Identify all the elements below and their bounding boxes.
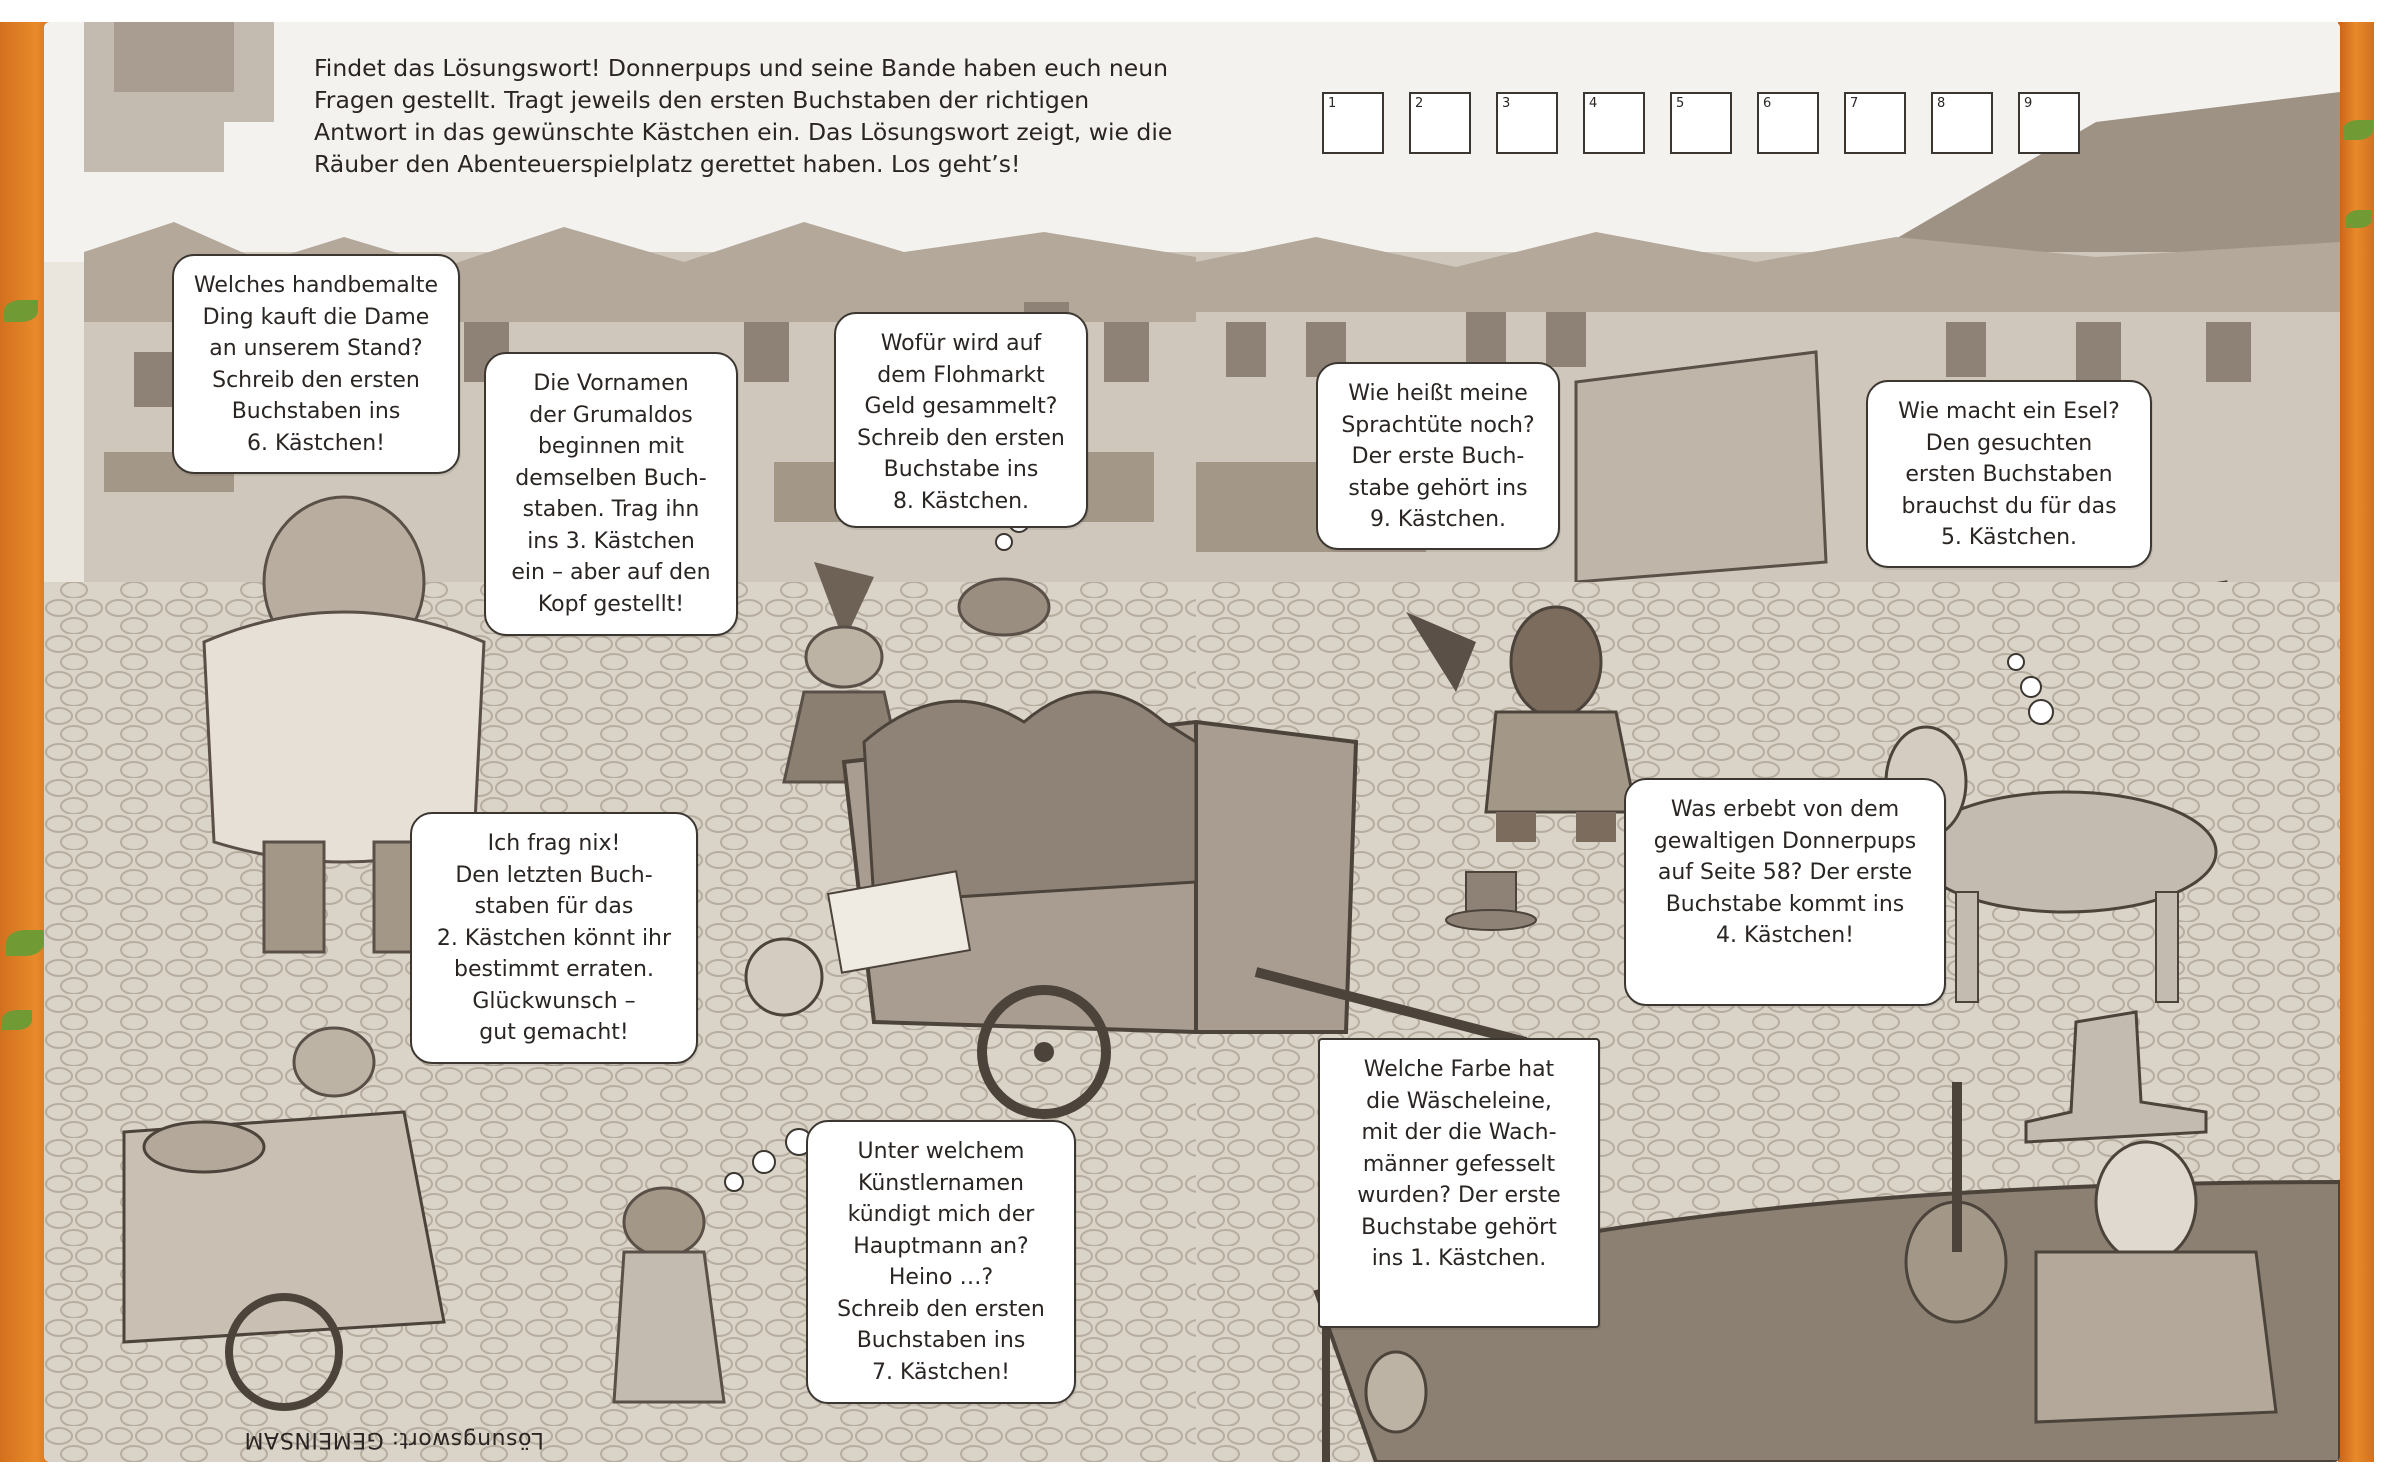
bubble-line: ein – aber auf den <box>511 560 711 585</box>
left-page <box>44 22 1196 1462</box>
book-cover-right <box>2338 22 2374 1462</box>
bubble-line: staben für das <box>474 894 634 919</box>
sign-waescheleine <box>1318 1038 1600 1328</box>
bubble-line: mit der die Wach- <box>1361 1120 1557 1145</box>
bubble-line: Heino …? <box>888 1265 994 1290</box>
bubble-line: Wie heißt meine <box>1348 381 1528 406</box>
speech-bubble-flohmarkt <box>834 312 1088 528</box>
bubble-line: Buchstaben ins <box>231 399 401 424</box>
bubble-line: Welches handbemalte <box>193 273 439 298</box>
box-number: 8 <box>1937 96 1946 111</box>
speech-bubble-kuenstler <box>806 1120 1076 1404</box>
speech-bubble-nix <box>410 812 698 1064</box>
bubble-line: an unserem Stand? <box>209 336 423 361</box>
answer-box-5[interactable] <box>1670 92 1732 154</box>
bubble-line: bestimmt erraten. <box>454 957 654 982</box>
speech-bubble-sprachtuete <box>1316 362 1560 550</box>
bubble-line: 2. Kästchen könnt ihr <box>436 925 672 951</box>
bubble-line: gut gemacht! <box>479 1020 629 1045</box>
answer-box-7[interactable] <box>1844 92 1906 154</box>
bubble-line: demselben Buch- <box>515 465 707 491</box>
bubble-line: Kopf gestellt! <box>537 591 685 617</box>
instructions-text: Findet das Lösungswort! Donnerpups und seine Bande haben euch neun Fragen gestellt. Tragt jeweils den ersten Buchstaben der richtigen Antwort in das gewünschte Kästchen ein. Das Lösungswort zeigt, wie die Räuber den Abenteuerspielplatz gerettet haben. Los geht’s! <box>314 54 1173 178</box>
bubble-line: auf Seite 58? Der erste <box>1657 860 1913 885</box>
bubble-line: Den letzten Buch- <box>455 862 653 888</box>
bubble-line: männer gefesselt <box>1362 1151 1556 1177</box>
leaf-decoration <box>2343 120 2373 140</box>
bubble-line: beginnen mit <box>537 434 685 459</box>
bubble-line: Künstlernamen <box>858 1170 1024 1196</box>
leaf-decoration <box>2 1010 32 1030</box>
leaf-decoration <box>6 930 44 956</box>
box-number: 5 <box>1676 96 1685 111</box>
bubble-line: Geld gesammelt? <box>864 394 1058 419</box>
bubble-line: gewaltigen Donnerpups <box>1653 828 1917 854</box>
box-number: 6 <box>1763 96 1772 111</box>
bubble-line: ins 3. Kästchen <box>527 528 695 554</box>
bubble-line: 7. Kästchen! <box>872 1359 1010 1385</box>
solution-word-upside-down: Lösungswort: GEMEINSAM <box>244 1427 544 1452</box>
bubble-line: ins 1. Kästchen. <box>1371 1246 1547 1271</box>
bubble-line: Den gesuchten <box>1925 430 2093 456</box>
answer-box-8[interactable] <box>1931 92 1993 154</box>
bubble-line: der Grumaldos <box>529 402 693 428</box>
bubble-line: Schreib den ersten <box>837 1296 1045 1322</box>
bubble-line: Buchstabe kommt ins <box>1665 891 1905 917</box>
bubble-line: Ding kauft die Dame <box>202 304 430 330</box>
bubble-line: wurden? Der erste <box>1357 1183 1561 1208</box>
speech-bubble-grumaldos <box>484 352 738 636</box>
bubble-line: Glückwunsch – <box>472 988 636 1014</box>
leaf-decoration <box>2346 210 2372 228</box>
bubble-line: stabe gehört ins <box>1348 475 1528 501</box>
bubble-line: Wie macht ein Esel? <box>1898 399 2120 424</box>
leaf-decoration <box>4 300 38 322</box>
bubble-line: Schreib den ersten <box>857 425 1065 451</box>
answer-box-4[interactable] <box>1583 92 1645 154</box>
bubble-line: 4. Kästchen! <box>1716 923 1854 948</box>
bubble-line: kündigt mich der <box>847 1202 1035 1227</box>
bubble-line: Die Vornamen <box>533 371 689 396</box>
box-number: 9 <box>2024 96 2033 111</box>
bubble-line: dem Flohmarkt <box>877 362 1045 388</box>
bubble-line: Sprachtüte noch? <box>1341 412 1535 438</box>
bubble-line: 9. Kästchen. <box>1369 507 1507 532</box>
right-page <box>1196 22 2340 1462</box>
bubble-line: ersten Buchstaben <box>1905 462 2113 487</box>
speech-bubble-esel <box>1866 380 2152 568</box>
bubble-line: Welche Farbe hat <box>1363 1057 1555 1082</box>
bubble-line: Hauptmann an? <box>853 1233 1029 1259</box>
answer-box-6[interactable] <box>1757 92 1819 154</box>
bubble-line: Unter welchem <box>857 1139 1025 1164</box>
answer-box-3[interactable] <box>1496 92 1558 154</box>
bubble-line: Schreib den ersten <box>212 367 420 393</box>
bubble-line: die Wäscheleine, <box>1366 1088 1552 1114</box>
speech-bubble-dame <box>172 254 460 474</box>
bubble-line: Der erste Buch- <box>1351 444 1525 469</box>
box-number: 3 <box>1502 96 1511 111</box>
bubble-line: 8. Kästchen. <box>892 488 1030 514</box>
bubble-line: 6. Kästchen! <box>247 430 385 456</box>
bubble-line: Buchstabe gehört <box>1361 1214 1557 1240</box>
bubble-line: Was erbebt von dem <box>1670 797 1900 822</box>
bubble-line: Wofür wird auf <box>880 331 1042 356</box>
bubble-line: staben. Trag ihn <box>522 497 700 522</box>
bubble-line: 5. Kästchen. <box>1940 525 2078 550</box>
bubble-line: brauchst du für das <box>1901 493 2117 519</box>
bubble-line: Buchstaben ins <box>856 1328 1026 1353</box>
bubble-line: Ich frag nix! <box>487 831 621 856</box>
answer-box-1[interactable] <box>1322 92 1384 154</box>
bubble-line: Buchstabe ins <box>883 457 1039 482</box>
box-number: 4 <box>1589 96 1598 111</box>
answer-box-2[interactable] <box>1409 92 1471 154</box>
answer-box-9[interactable] <box>2018 92 2080 154</box>
answer-boxes <box>1322 92 2086 158</box>
speech-bubble-erbebt <box>1624 778 1946 1006</box>
box-number: 2 <box>1415 96 1424 111</box>
box-number: 7 <box>1850 96 1859 111</box>
box-number: 1 <box>1328 96 1337 111</box>
